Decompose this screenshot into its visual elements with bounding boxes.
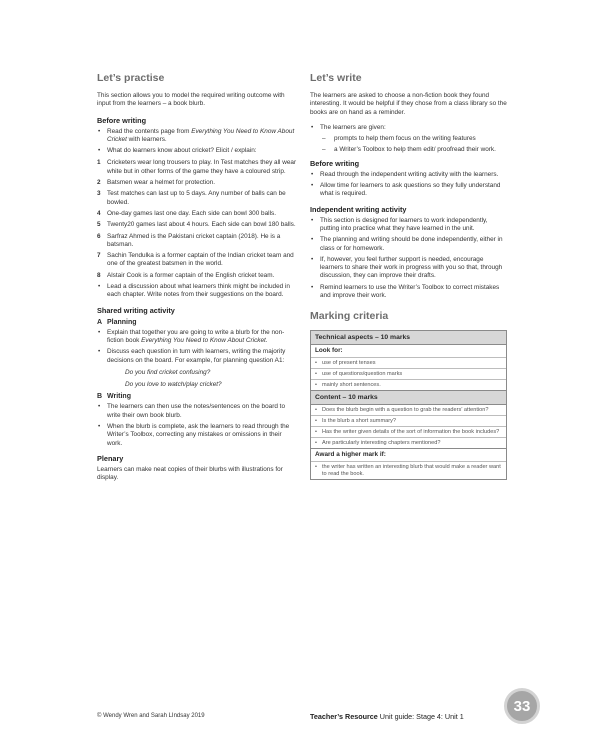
- cricket-facts-list: [97, 159, 297, 280]
- list-item: 3 Test matches can last up to 5 days. Any number of balls can be bowled.: [97, 190, 286, 206]
- page-number-badge: 33: [504, 688, 540, 724]
- look-for-label: Look for:: [311, 345, 506, 358]
- plenary-text: Learners can make neat copies of their blurbs with illustrations for display.: [97, 465, 283, 482]
- right-before-bullet-1: • Read through the independent writing activity with the learners.: [310, 171, 508, 179]
- writing-subheading: B Writing: [97, 393, 131, 401]
- before-writing-bullet-2: • What do learners know about cricket? Elicit / explain:: [97, 147, 297, 155]
- table-row: • Is the blurb a short summary?: [311, 416, 506, 427]
- list-item: 1 Cricketers wear long trousers to play. In Test matches they all wear white but in other forms of the game they have a coloured strip.: [97, 159, 297, 175]
- content-header: Content – 10 marks: [311, 391, 506, 405]
- writing-bullet-2: • When the blurb is complete, ask the learners to read through the Writer’s Toolbox, correcting any mistakes or omissions in their work.: [97, 423, 297, 448]
- given-dash-2: – a Writer’s Toolbox to help them edit/ proofread their work.: [322, 146, 496, 154]
- before-writing-bullets: [97, 128, 297, 156]
- plenary-heading: Plenary: [97, 453, 124, 463]
- independent-bullet-3: • If, however, you feel further support is needed, encourage learners to share their work in progress with you so that, through discussion, they can improve their drafts.: [310, 256, 508, 281]
- planning-bullet-1: • Explain that together you are going to write a blurb for the non-fiction book Everything You Need to Know About Cricket.: [97, 329, 297, 346]
- table-row: • the writer has written an interesting blurb that would make a reader want to read the book.: [311, 462, 506, 479]
- right-before-writing-heading: Before writing: [310, 158, 360, 168]
- independent-bullet-1: • This section is designed for learners to work independently, putting into practice what they have learned in the unit.: [310, 217, 508, 234]
- table-row: • Does the blurb begin with a question to grab the readers’ attention?: [311, 405, 506, 416]
- independent-writing-heading: Independent writing activity: [310, 204, 407, 214]
- table-row: • use of questions/question marks: [311, 369, 506, 380]
- list-item: 7 Sachin Tendulka is a former captain of the Indian cricket team and one of the greatest batsmen in the world.: [97, 252, 294, 268]
- list-item: 4 One-day games last one day. Each side can bowl 300 balls.: [97, 209, 276, 217]
- list-item: 6 Sarfraz Ahmed is the Pakistani cricket captain (2018). He is a batsman.: [97, 232, 281, 248]
- planning-bullet-2: • Discuss each question in turn with learners, writing the majority decisions on the board. For example, for planning question A1:: [97, 348, 297, 365]
- given-dash-1: – prompts to help them focus on the writing features: [322, 135, 476, 143]
- right-before-writing-section: [310, 159, 508, 199]
- table-row: • Are particularly interesting chapters mentioned?: [311, 438, 506, 449]
- before-writing-section: [97, 116, 297, 300]
- independent-bullet-2: • The planning and writing should be done independently, either in class or for homework.: [310, 236, 508, 253]
- before-writing-heading: Before writing: [97, 115, 147, 125]
- table-row: • use of present tenses: [311, 358, 506, 369]
- before-writing-bullet-1: • Read the contents page from Everything You Need to Know About Cricket with learners.: [97, 128, 297, 145]
- independent-bullet-4: • Remind learners to use the Writer’s Toolbox to correct mistakes and improve their work.: [310, 284, 508, 301]
- lets-practise-intro: This section allows you to model the required writing outcome with input from the learners – a book blurb.: [97, 92, 285, 108]
- list-item: 8 Alstair Cook is a former captain of the English cricket team.: [97, 271, 275, 279]
- left-column: [97, 72, 297, 490]
- table-row: • mainly short sentences.: [311, 380, 506, 391]
- lets-write-intro: The learners are asked to choose a non-fiction book they found interesting. It would be helpful if they chose from a class library so the books are on hand as a reminder.: [310, 92, 507, 116]
- plenary-section: [97, 454, 297, 483]
- lets-write-heading: Let’s write: [310, 72, 362, 84]
- footer-unit-guide: Teacher’s Resource Unit guide: Stage 4: Unit 1: [310, 712, 464, 721]
- given-bullet: • The learners are given: – prompts to help them focus on the writing features – a Writer’s Toolbox to help them edit/ proofread their work.: [310, 124, 508, 155]
- list-item: 2 Batsmen wear a helmet for protection.: [97, 179, 215, 187]
- independent-writing-section: [310, 205, 508, 301]
- copyright-text: © Wendy Wren and Sarah LIndsay 2019: [97, 713, 205, 719]
- example-question-2: Do you love to watch/play cricket?: [125, 381, 222, 389]
- award-higher-mark-label: Award a higher mark if:: [311, 449, 506, 462]
- right-column: [310, 72, 508, 480]
- shared-writing-heading: Shared writing activity: [97, 305, 175, 315]
- technical-aspects-header: Technical aspects – 10 marks: [311, 331, 506, 345]
- planning-subheading: A Planning: [97, 318, 137, 326]
- writing-bullet-1: • The learners can then use the notes/sentences on the board to write their own book blurb.: [97, 403, 297, 420]
- before-writing-bullet-3: • Lead a discussion about what learners think might be included in each chapter. Write notes from their suggestions on the board.: [97, 283, 297, 300]
- marking-criteria-table: [310, 330, 507, 480]
- example-question-1: Do you find cricket confusing?: [125, 368, 211, 376]
- table-row: • Has the writer given details of the sort of information the book includes?: [311, 427, 506, 438]
- shared-writing-section: [97, 306, 297, 448]
- marking-criteria-heading: Marking criteria: [310, 310, 389, 323]
- list-item: 5 Twenty20 games last about 4 hours. Each side can bowl 180 balls.: [97, 221, 296, 229]
- lets-practise-heading: Let’s practise: [97, 72, 165, 84]
- right-before-bullet-2: • Allow time for learners to ask questions so they fully understand what is required.: [310, 182, 508, 199]
